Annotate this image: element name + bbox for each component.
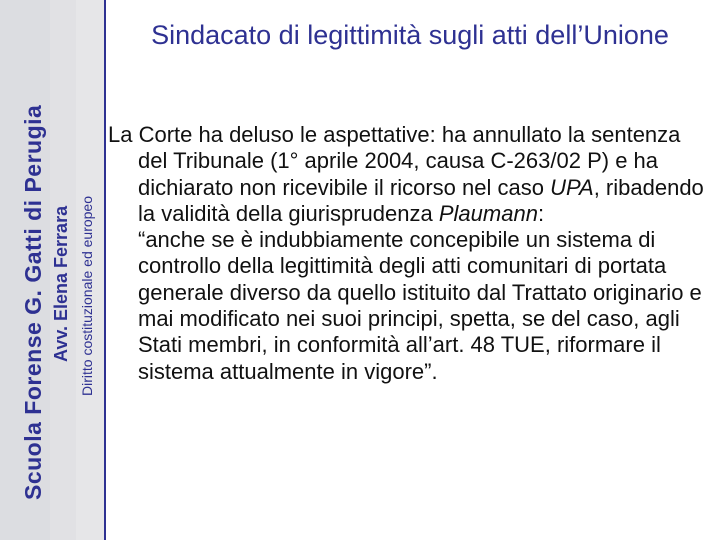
school-name: Scuola Forense G. Gatti di Perugia [20, 104, 46, 500]
slide-title: Sindacato di legittimità sugli atti dell’Unione [151, 20, 669, 50]
intro-text: La Corte ha deluso le aspettative: ha annullato la sentenza del Tribunale (1° aprile 2004, causa C-263/02 P) e ha dichiarato non ricevibile il ricorso nel caso [108, 122, 681, 200]
case-plaumann: Plaumann [438, 200, 538, 226]
lawyer-name: Avv. Elena Ferrara [51, 205, 71, 362]
course-name: Diritto costituzionale ed europeo [79, 195, 95, 396]
middle-text: , ribadendo la validità della giurisprudenza [138, 174, 704, 226]
colon-text: : [537, 200, 545, 226]
quote-text: “anche se è indubbiamente concepibile un sistema di controllo della legittimità degli atti comunitari di portata generale diverso da quello istituito dal Trattato originario e mai modificato nei suoi principi, spetta, se del caso, agli Stati membri, in conformità all’art. 48 TUE, riformare il sistema attualmente in vigore”. [138, 227, 702, 384]
sidebar [0, 0, 104, 540]
slide-body [108, 122, 708, 385]
case-upa: UPA [550, 174, 594, 200]
body-paragraph [108, 122, 708, 385]
sidebar-divider [104, 0, 106, 540]
